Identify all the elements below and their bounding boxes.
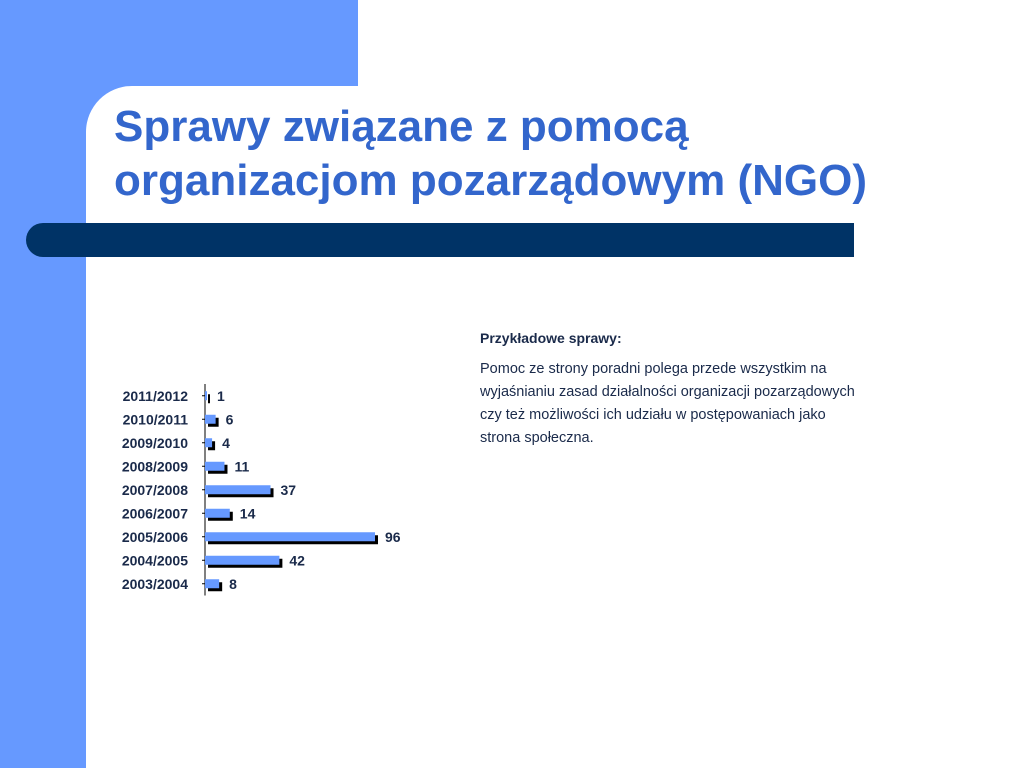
chart-bar — [205, 556, 279, 565]
cases-bar-chart — [100, 380, 430, 600]
sample-cases-text: Pomoc ze strony poradni polega przede wszystkim na wyjaśnianiu zasad działalności organizacji pozarządowych czy też możliwości ich udziału w postępowaniach jako strona społeczna. — [480, 361, 855, 446]
chart-category-label: 2010/2011 — [122, 411, 188, 428]
slide-title-line-1: Sprawy związane z pomocą — [114, 102, 689, 151]
chart-bar — [205, 532, 375, 541]
chart-bar — [205, 509, 230, 518]
chart-category-label: 2008/2009 — [121, 458, 188, 475]
chart-bar — [205, 438, 212, 447]
sample-cases-box — [480, 330, 870, 450]
chart-category-label: 2009/2010 — [121, 434, 188, 451]
chart-category-label: 2004/2005 — [121, 552, 188, 569]
chart-bar — [205, 415, 216, 424]
chart-bar — [205, 579, 219, 588]
chart-value-label: 4 — [222, 434, 230, 451]
sample-cases-heading: Przykładowe sprawy: — [480, 330, 622, 346]
chart-category-label: 2006/2007 — [121, 505, 188, 522]
slide-title-line-2: organizacjom pozarządowym (NGO) — [114, 156, 867, 205]
chart-category-label: 2005/2006 — [121, 528, 188, 545]
chart-value-label: 96 — [385, 528, 401, 545]
chart-value-label: 42 — [289, 552, 305, 569]
chart-bar — [205, 391, 207, 400]
chart-value-label: 8 — [229, 575, 237, 592]
chart-value-label: 6 — [225, 411, 234, 428]
title-divider-bar — [26, 223, 854, 257]
chart-bar-shadow — [208, 394, 210, 403]
chart-value-label: 1 — [217, 387, 225, 404]
chart-category-label: 2011/2012 — [122, 387, 188, 404]
chart-bar — [205, 462, 224, 471]
slide-title — [114, 100, 867, 208]
chart-value-label: 14 — [239, 505, 256, 522]
chart-category-label: 2003/2004 — [121, 575, 188, 592]
chart-bar — [205, 485, 271, 494]
chart-value-label: 37 — [280, 481, 297, 498]
chart-value-label: 11 — [234, 458, 250, 475]
chart-category-label: 2007/2008 — [121, 481, 188, 498]
